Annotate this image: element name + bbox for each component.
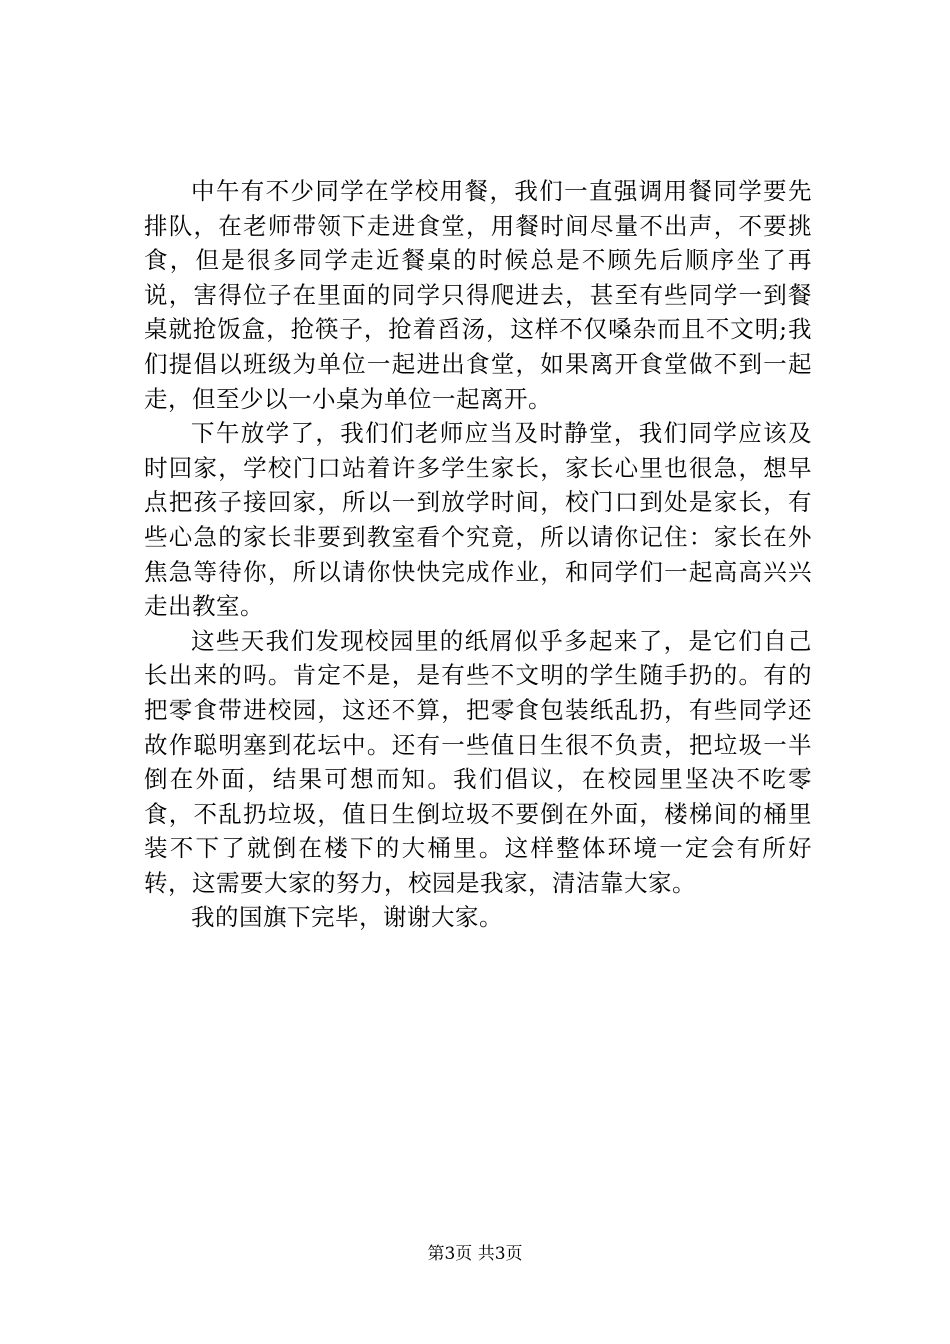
paragraph-canteen: 中午有不少同学在学校用餐，我们一直强调用餐同学要先排队，在老师带领下走进食堂，用餐时间尽量不出声，不要挑食，但是很多同学走近餐桌的时候总是不顾先后顺序坐了再说，害得位子在里面的同学只得爬进去，甚至有些同学一到餐桌就抢饭盒，抢筷子，抢着舀汤，这样不仅嗓杂而且不文明;我们提倡以班级为单位一起进出食堂，如果离开食堂做不到一起走，但至少以一小桌为单位一起离开。 (144, 177, 812, 413)
paragraph-litter: 这些天我们发现校园里的纸屑似乎多起来了，是它们自己长出来的吗。肯定不是，是有些不文明的学生随手扔的。有的把零食带进校园，这还不算，把零食包装纸乱扔，有些同学还故作聪明塞到花坛中。还有一些值日生很不负责，把垃圾一半倒在外面，结果可想而知。我们倡议，在校园里坚决不吃零食，不乱扔垃圾，值日生倒垃圾不要倒在外面，楼梯间的桶里装不下了就倒在楼下的大桶里。这样整体环境一定会有所好转，这需要大家的努力，校园是我家，清洁靠大家。 (144, 626, 812, 897)
body-text (144, 174, 812, 935)
page-number-footer: 第3页 共3页 (427, 1244, 523, 1264)
paragraph-closing: 我的国旗下完毕，谢谢大家。 (191, 903, 503, 932)
paragraph-dismissal: 下午放学了，我们们老师应当及时静堂，我们同学应该及时回家，学校门口站着许多学生家长，家长心里也很急，想早点把孩子接回家，所以一到放学时间，校门口到处是家长，有些心急的家长非要到教室看个究竟，所以请你记住：家长在外焦急等待你，所以请你快快完成作业，和同学们一起高高兴兴走出教室。 (144, 419, 812, 621)
